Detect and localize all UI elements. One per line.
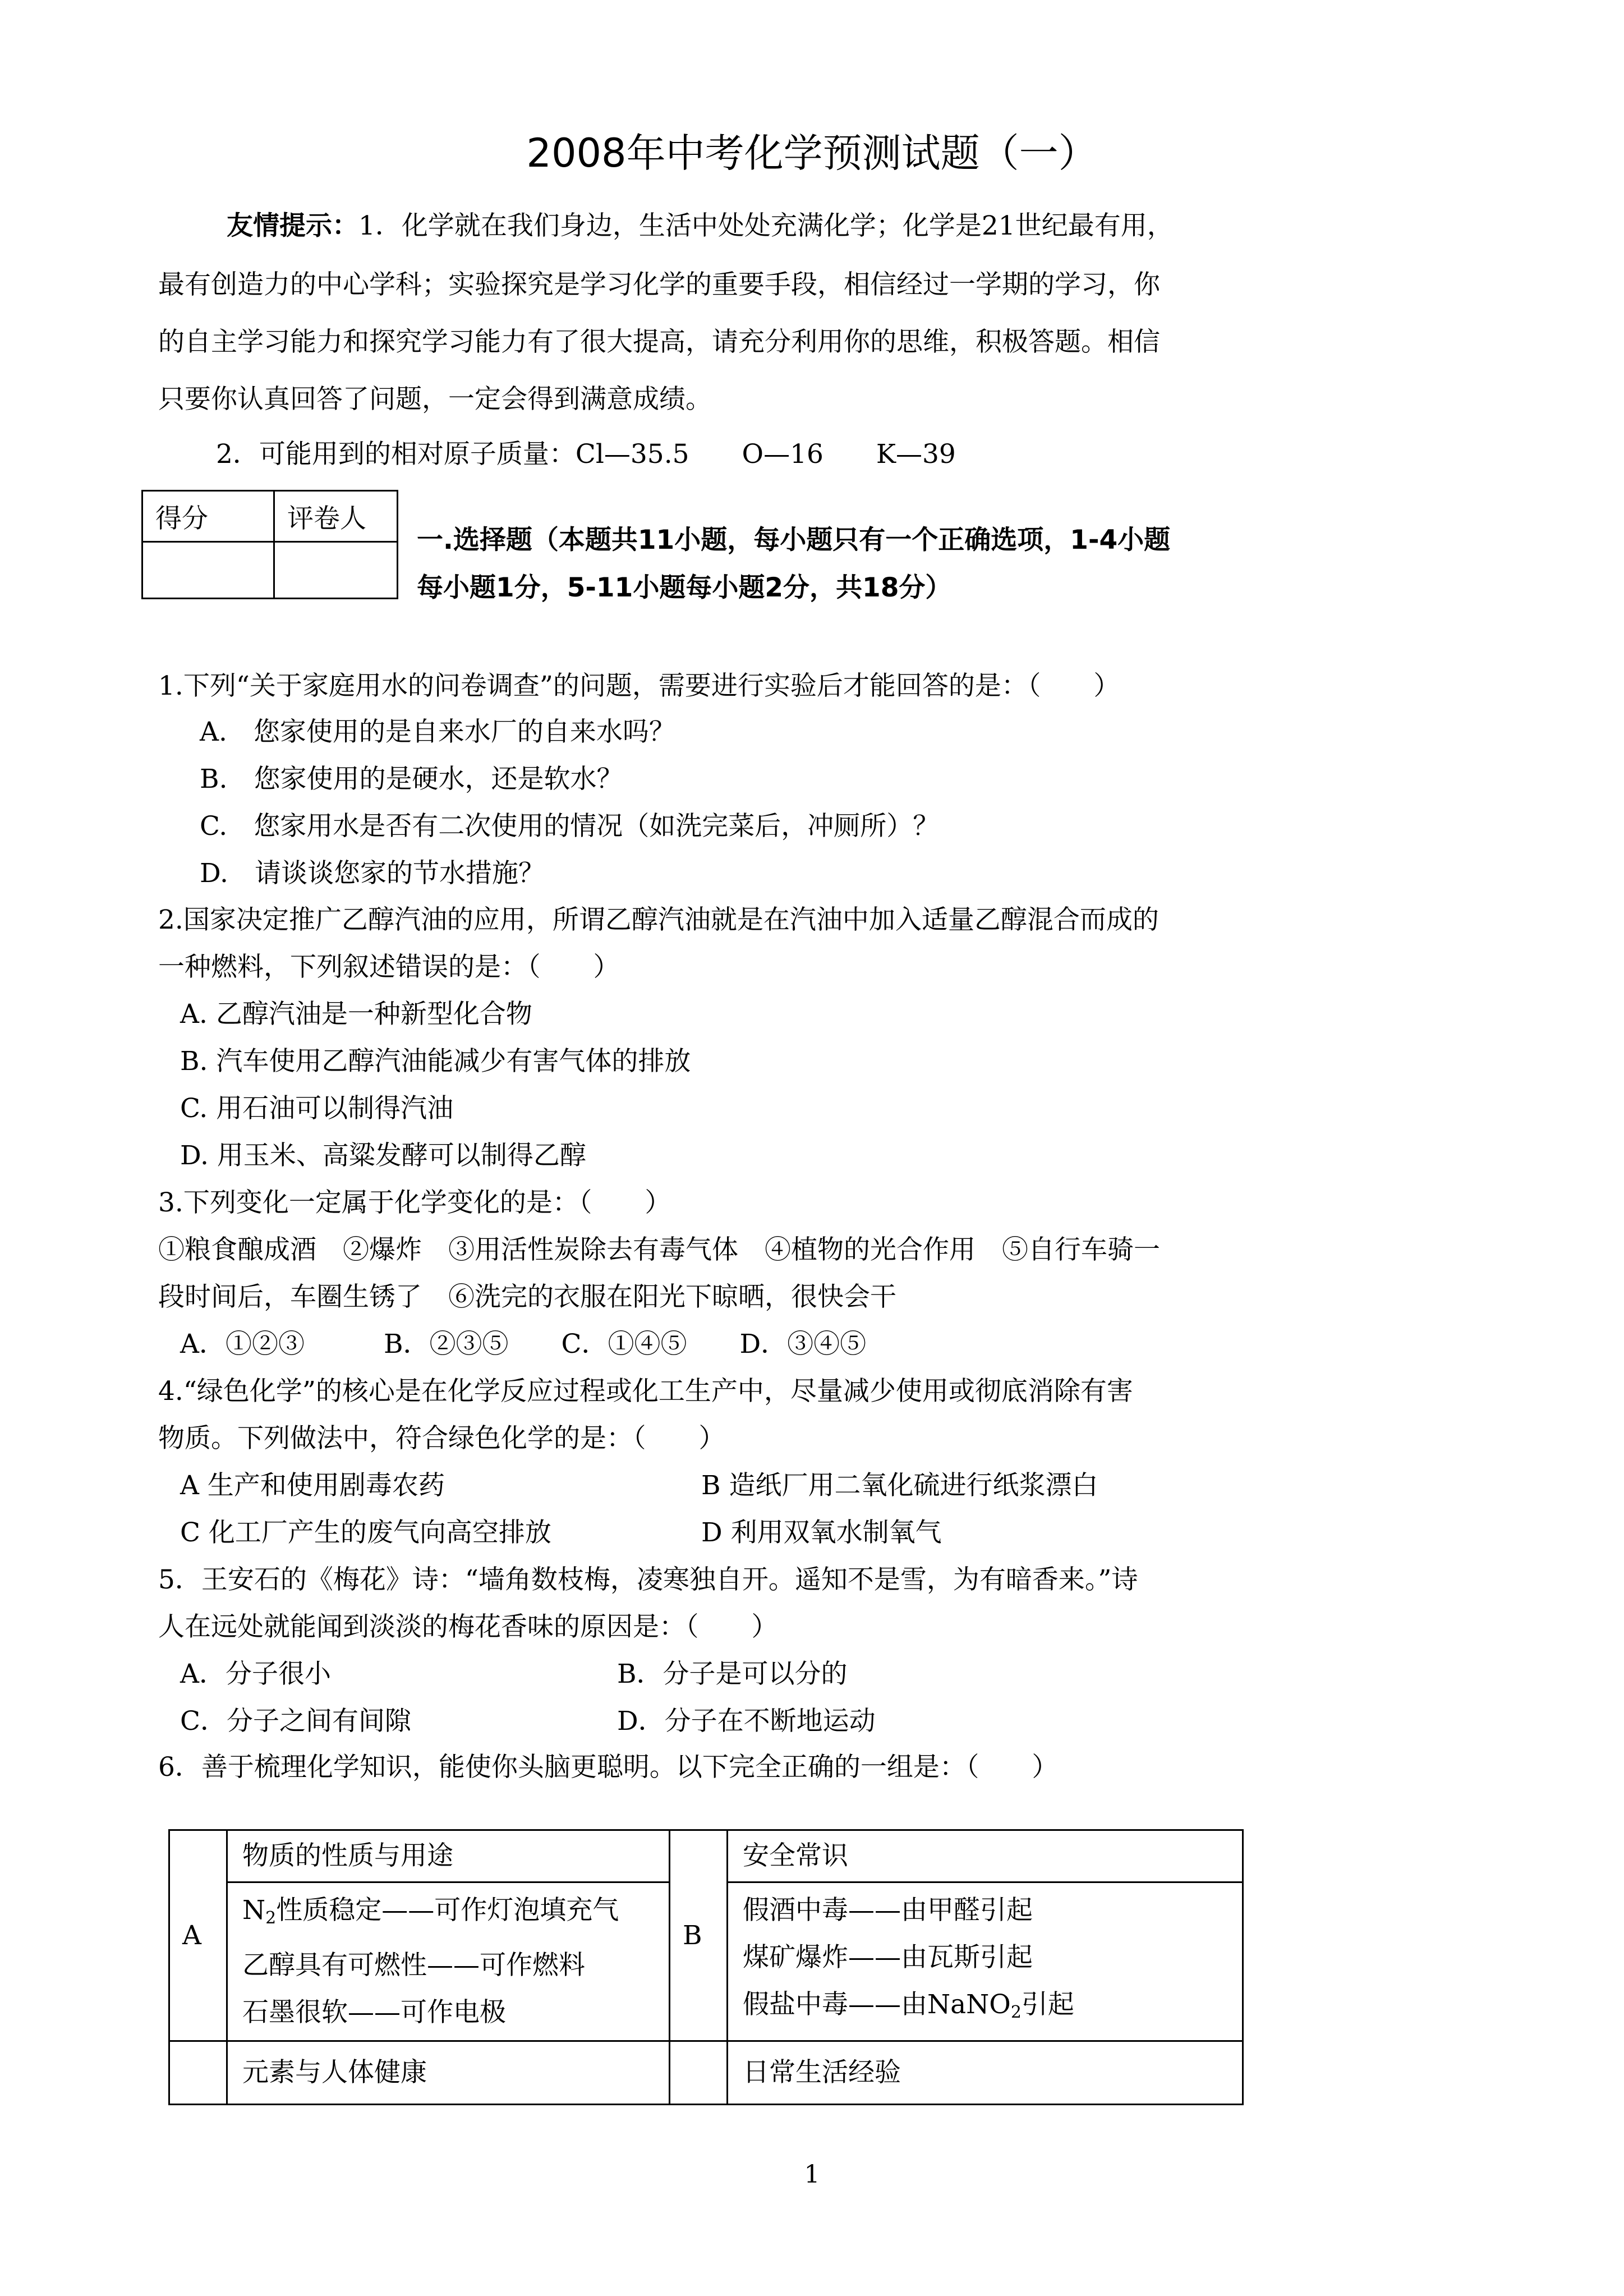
q1-option-a: A. 您家使用的是自来水厂的自来水吗？ [200, 717, 675, 747]
nitrite-subscript: 2 [1010, 2003, 1022, 2022]
score-cell[interactable] [142, 542, 274, 599]
q1-option-d: D. 请谈谈您家的节水措施？ [200, 858, 545, 889]
q6-stem: 6．善于梳理化学知识，能使你头脑更聪明。以下完全正确的一组是：（ ） [158, 1752, 1059, 1783]
knowledge-table [168, 1829, 1244, 2105]
score-header: 得分 [142, 491, 274, 542]
cell-d-header: 日常生活经验 [728, 2041, 1243, 2105]
tip-line-4: 只要你认真回答了问题，一定会得到满意成绩。 [158, 384, 712, 415]
option-letter-c [169, 2041, 227, 2105]
q1-option-b: B. 您家使用的是硬水，还是软水？ [200, 764, 623, 795]
cell-a-line-1 [242, 1887, 669, 1942]
cell-b-line-3 [743, 1981, 1242, 2036]
option-letter-a: A [169, 1830, 227, 2041]
cell-b-line-1: 假酒中毒——由甲醛引起 [743, 1895, 1033, 1926]
q4-option-b: B 造纸厂用二氧化硫进行纸浆漂白 [701, 1470, 1098, 1501]
option-letter-d [670, 2041, 728, 2105]
cell-a-line-1-text: 性质稳定——可作灯泡填充气 [276, 1895, 619, 1926]
q5-stem-1: 5．王安石的《梅花》诗：“墙角数枝梅，凌寒独自开。遥知不是雪，为有暗香来。”诗 [158, 1564, 1138, 1595]
cell-b-line-3-text: 假盐中毒——由NaNO [743, 1989, 1011, 2020]
section-heading-2: 每小题1分，5-11小题每小题2分，共18分） [417, 572, 952, 603]
section-heading-1: 一.选择题（本题共11小题，每小题只有一个正确选项，1-4小题 [417, 525, 1171, 555]
tip-label: 友情提示： [227, 210, 358, 241]
q2-option-d: D. 用玉米、高粱发酵可以制得乙醇 [180, 1140, 586, 1171]
q3-stem: 3.下列变化一定属于化学变化的是：（ ） [158, 1187, 671, 1218]
page-title: 2008年中考化学预测试题（一） [526, 130, 1098, 176]
cell-a-line-3: 石墨很软——可作电极 [242, 1997, 506, 2028]
q5-option-c: C．分子之间有间隙 [180, 1706, 411, 1737]
q5-option-d: D．分子在不断地运动 [617, 1706, 876, 1737]
option-letter-b: B [670, 1830, 728, 2041]
cell-b-body [728, 1882, 1243, 2041]
cell-a-header: 物质的性质与用途 [227, 1830, 670, 1882]
tip-line-1-text: 1．化学就在我们身边，生活中处处充满化学；化学是21世纪最有用， [358, 210, 1174, 241]
grader-header: 评卷人 [274, 491, 398, 542]
q2-option-b: B. 汽车使用乙醇汽油能减少有害气体的排放 [180, 1046, 691, 1077]
tip-line-3: 的自主学习能力和探究学习能力有了很大提高，请充分利用你的思维，积极答题。相信 [158, 327, 1160, 357]
q3-line-3: 段时间后，车圈生锈了 ⑥洗完的衣服在阳光下晾晒，很快会干 [158, 1282, 896, 1312]
score-table [141, 490, 398, 599]
cell-b-line-3-end: 引起 [1021, 1989, 1074, 2020]
q3-line-2: ①粮食酿成酒 ②爆炸 ③用活性炭除去有毒气体 ④植物的光合作用 ⑤自行车骑一 [158, 1234, 1160, 1265]
cell-c-header: 元素与人体健康 [227, 2041, 670, 2105]
cell-b-line-2: 煤矿爆炸——由瓦斯引起 [743, 1942, 1033, 1973]
q3-options: A．①②③ B．②③⑤ C．①④⑤ D．③④⑤ [180, 1329, 867, 1360]
q4-option-a: A 生产和使用剧毒农药 [180, 1470, 445, 1501]
cell-b-header: 安全常识 [728, 1830, 1243, 1882]
q4-stem-2: 物质。下列做法中，符合绿色化学的是：（ ） [158, 1423, 725, 1454]
q4-option-c: C 化工厂产生的废气向高空排放 [180, 1517, 551, 1548]
grader-cell[interactable] [274, 542, 398, 599]
cell-a-line-2: 乙醇具有可燃性——可作燃料 [242, 1950, 585, 1981]
q2-option-a: A. 乙醇汽油是一种新型化合物 [180, 999, 532, 1030]
nitrogen-symbol: N [242, 1895, 266, 1926]
q2-option-c: C. 用石油可以制得汽油 [180, 1093, 454, 1124]
q5-stem-2: 人在远处就能闻到淡淡的梅花香味的原因是：（ ） [158, 1611, 778, 1642]
q4-stem-1: 4.“绿色化学”的核心是在化学反应过程或化工生产中，尽量减少使用或彻底消除有害 [158, 1376, 1133, 1407]
q1-option-c: C. 您家用水是否有二次使用的情况（如洗完菜后，冲厕所）？ [200, 811, 940, 842]
q5-option-a: A．分子很小 [180, 1659, 331, 1689]
q1-stem: 1.下列“关于家庭用水的问卷调查”的问题，需要进行实验后才能回答的是：（ ） [158, 671, 1120, 701]
tip-line-1 [227, 209, 1174, 243]
q2-stem-1: 2.国家决定推广乙醇汽油的应用，所谓乙醇汽油就是在汽油中加入适量乙醇混合而成的 [158, 904, 1159, 935]
q5-option-b: B．分子是可以分的 [617, 1659, 848, 1689]
nitrogen-subscript: 2 [265, 1908, 277, 1928]
page-number: 1 [804, 2160, 820, 2189]
q4-option-d: D 利用双氧水制氧气 [701, 1517, 942, 1548]
q2-stem-2: 一种燃料，下列叙述错误的是：（ ） [158, 952, 620, 982]
tip-line-2: 最有创造力的中心学科；实验探究是学习化学的重要手段，相信经过一学期的学习，你 [158, 269, 1160, 300]
tip-line-5: 2．可能用到的相对原子质量：Cl—35.5 O—16 K—39 [216, 439, 956, 470]
cell-a-body [227, 1882, 670, 2041]
